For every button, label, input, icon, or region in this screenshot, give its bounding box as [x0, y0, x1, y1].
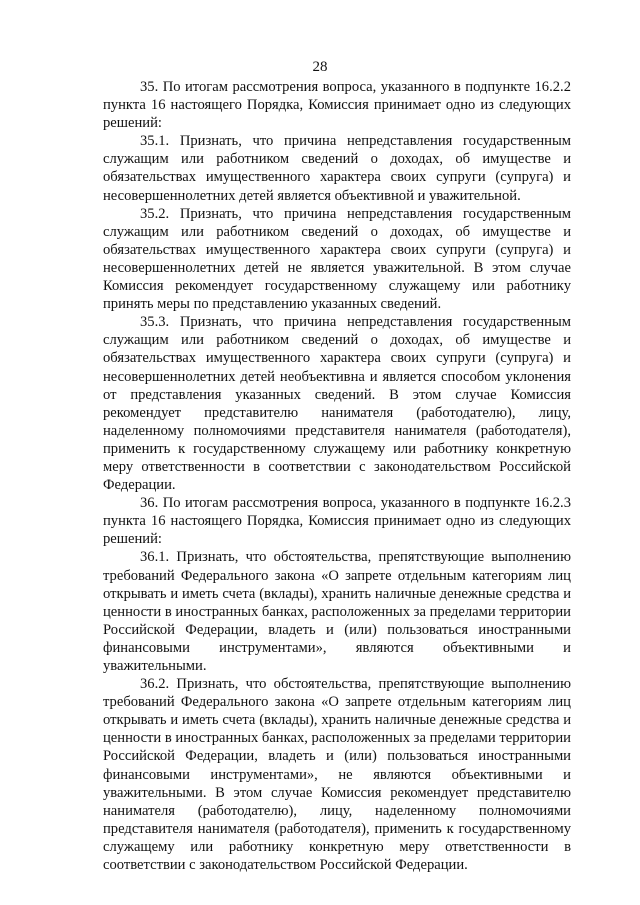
- paragraph-36: 36. По итогам рассмотрения вопроса, указанного в подпункте 16.2.3 пункта 16 настоящего Порядка, Комиссия принимает одно из следующих решений:: [103, 495, 571, 548]
- paragraph-35-3: 35.3. Признать, что причина непредставления государственным служащим или работником сведений о доходах, об имуществе и обязательствах имущественного характера своих супруги (супруга) и несовершеннолетних детей необъективна и является способом уклонения от представления указанных сведений. В этом случае Комиссия рекомендует представителю нанимателя (работодателю), лицу, наделенному полномочиями представителя нанимателя (работодателя), применить к государственному служащему или работнику конкретную меру ответственности в соответствии с законодательством Российской Федерации.: [103, 314, 571, 494]
- document-body: [103, 78, 571, 874]
- paragraph-35-1: 35.1. Признать, что причина непредставления государственным служащим или работником сведений о доходах, об имуществе и обязательствах имущественного характера своих супруги (супруга) и несовершеннолетних детей является объективной и уважительной.: [103, 133, 571, 204]
- page-number: 28: [312, 59, 328, 75]
- paragraph-36-1: 36.1. Признать, что обстоятельства, препятствующие выполнению требований Федерального закона «О запрете отдельным категориям лиц открывать и иметь счета (вклады), хранить наличные денежные средства и ценности в иностранных банках, расположенных за пределами территории Российской Федерации, владеть и (или) пользоваться иностранными финансовыми инструментами», являются объективными и уважительными.: [103, 549, 571, 674]
- paragraph-36-2: 36.2. Признать, что обстоятельства, препятствующие выполнению требований Федерального закона «О запрете отдельным категориям лиц открывать и иметь счета (вклады), хранить наличные денежные средства и ценности в иностранных банках, расположенных за пределами территории Российской Федерации, владеть и (или) пользоваться иностранными финансовыми инструментами», не являются объективными и уважительными. В этом случае Комиссия рекомендует представителю нанимателя (работодателю), лицу, наделенному полномочиями представителя нанимателя (работодателя), применить к государственному служащему или работнику конкретную меру ответственности в соответствии с законодательством Российской Федерации.: [103, 676, 571, 874]
- paragraph-35-2: 35.2. Признать, что причина непредставления государственным служащим или работником сведений о доходах, об имуществе и обязательствах имущественного характера своих супруги (супруга) и несовершеннолетних детей не является уважительной. В этом случае Комиссия рекомендует государственному служащему или работнику принять меры по представлению указанных сведений.: [103, 205, 571, 313]
- paragraph-35: 35. По итогам рассмотрения вопроса, указанного в подпункте 16.2.2 пункта 16 настоящего Порядка, Комиссия принимает одно из следующих решений:: [103, 79, 571, 132]
